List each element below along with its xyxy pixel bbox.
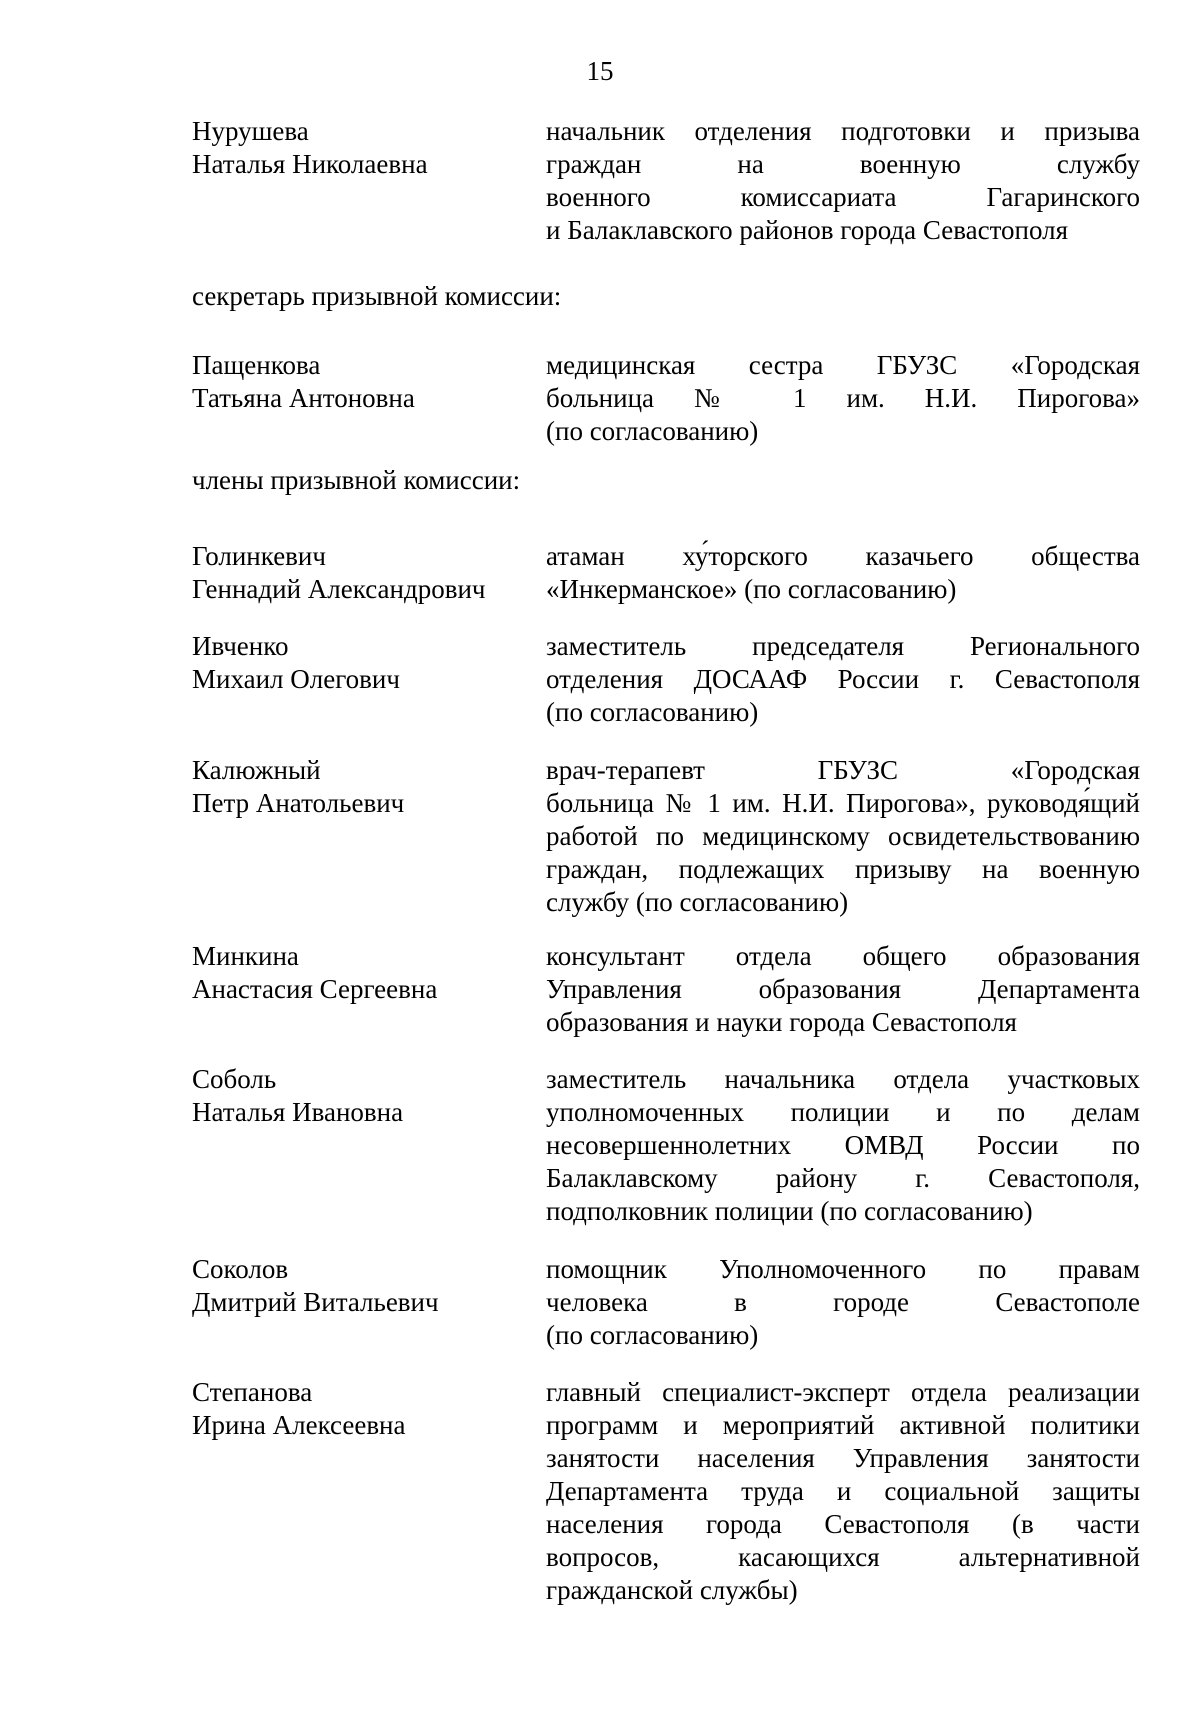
name-line: Голинкевич [192,541,326,571]
person-role [546,115,1140,247]
person-name [192,349,522,415]
role-line: (по согласованию) [546,416,759,446]
name-line: Нурушева [192,116,309,146]
role-line: человека в городе Севастополе [546,1287,1140,1317]
name-line: Степанова [192,1377,313,1407]
name-line: Соболь [192,1064,277,1094]
name-line: Анастасия Сергеевна [192,974,438,1004]
name-line: Петр Анатольевич [192,788,405,818]
role-line: заместитель начальника отдела участковых [546,1064,1140,1094]
role-line: атаман ху́торского казачьего общества [546,541,1140,571]
name-line: Татьяна Антоновна [192,383,415,413]
role-line: несовершеннолетних ОМВД России по [546,1130,1140,1160]
role-line: отделения ДОСААФ России г. Севастополя [546,664,1140,694]
role-line: работой по медицинскому освидетельствованию [546,821,1140,851]
role-line: населения города Севастополя (в части [546,1509,1140,1539]
role-line: граждан, подлежащих призыву на военную [546,854,1140,884]
person-role [546,754,1140,919]
role-line: образования и науки города Севастополя [546,1007,1017,1037]
role-line: Балаклавскому району г. Севастополя, [546,1163,1140,1193]
name-line: Наталья Ивановна [192,1097,404,1127]
role-line: врач-терапевт ГБУЗС «Городская [546,755,1140,785]
role-line: занятости населения Управления занятости [546,1443,1140,1473]
person-name [192,1376,522,1442]
role-line: службу (по согласованию) [546,887,849,917]
role-line: (по согласованию) [546,697,759,727]
person-name [192,540,522,606]
role-line: медицинская сестра ГБУЗС «Городская [546,350,1140,380]
person-role [546,940,1140,1039]
person-role [546,630,1140,729]
name-line: Калюжный [192,755,321,785]
name-line: Геннадий Александрович [192,574,486,604]
role-line: вопросов, касающихся альтернативной [546,1542,1140,1572]
role-line: уполномоченных полиции и по делам [546,1097,1140,1127]
person-name [192,1063,522,1129]
role-line: «Инкерманское» (по согласованию) [546,574,957,604]
role-line: заместитель председателя Регионального [546,631,1140,661]
role-line: помощник Уполномоченного по правам [546,1254,1140,1284]
role-line: программ и мероприятий активной политики [546,1410,1140,1440]
role-line: подполковник полиции (по согласованию) [546,1196,1033,1226]
person-role [546,540,1140,606]
secretary-heading: секретарь призывной комиссии: [192,281,562,311]
person-name [192,1253,522,1319]
person-name [192,115,522,181]
person-role [546,349,1140,448]
name-line: Михаил Олегович [192,664,400,694]
name-line: Ирина Алексеевна [192,1410,406,1440]
person-name [192,754,522,820]
role-line: и Балаклавского районов города Севастополя [546,215,1069,245]
name-line: Ивченко [192,631,289,661]
person-name [192,940,522,1006]
role-line: больница № 1 им. Н.И. Пирогова» [546,383,1140,413]
role-line: (по согласованию) [546,1320,759,1350]
role-line: военного комиссариата Гагаринского [546,182,1140,212]
page-number: 15 [586,56,614,86]
person-role [546,1063,1140,1228]
role-line: граждан на военную службу [546,149,1140,179]
role-line: консультант отдела общего образования [546,941,1140,971]
person-role [546,1253,1140,1352]
role-line: Управления образования Департамента [546,974,1140,1004]
name-line: Пащенкова [192,350,321,380]
role-line: гражданской службы) [546,1575,798,1605]
name-line: Наталья Николаевна [192,149,428,179]
person-role [546,1376,1140,1607]
name-line: Минкина [192,941,299,971]
name-line: Соколов [192,1254,289,1284]
role-line: главный специалист-эксперт отдела реализации [546,1377,1140,1407]
role-line: начальник отделения подготовки и призыва [546,116,1140,146]
role-line: Департамента труда и социальной защиты [546,1476,1140,1506]
members-heading: члены призывной комиссии: [192,465,521,495]
role-line: больница № 1 им. Н.И. Пирогова», руководя́щий [546,788,1140,818]
person-name [192,630,522,696]
name-line: Дмитрий Витальевич [192,1287,439,1317]
